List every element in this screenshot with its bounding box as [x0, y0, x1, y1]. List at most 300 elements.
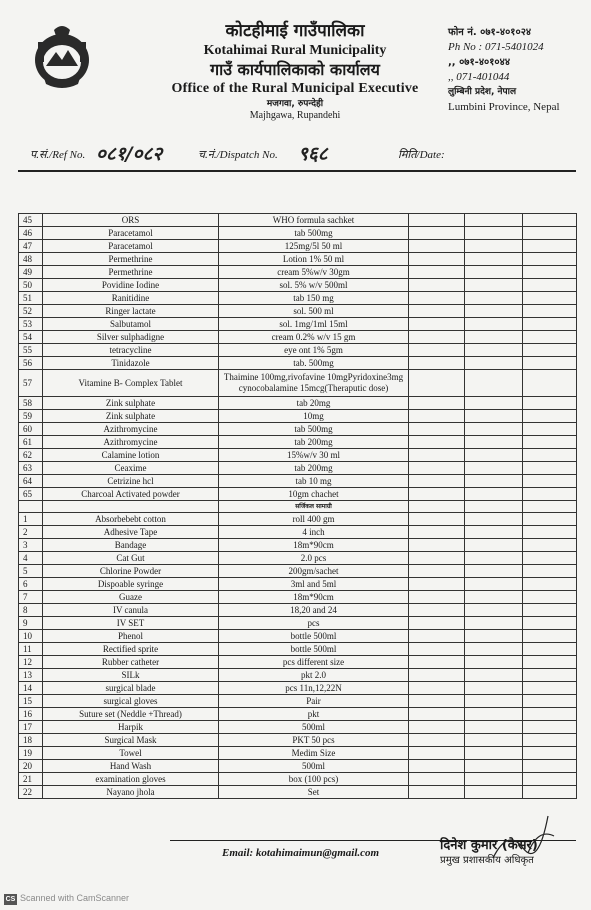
serial-cell: 61 [19, 436, 43, 449]
serial-cell: 49 [19, 266, 43, 279]
table-row [19, 786, 577, 799]
table-row [19, 695, 577, 708]
item-spec-cell: 125mg/5l 50 ml [219, 240, 409, 253]
table-row [19, 266, 577, 279]
serial-cell: 62 [19, 449, 43, 462]
phone-nepali-1: फोन नं. ०७१-४०१०२४ [448, 27, 532, 38]
item-spec-cell: box (100 pcs) [219, 773, 409, 786]
table-row [19, 449, 577, 462]
item-spec-cell: roll 400 gm [219, 513, 409, 526]
table-row [19, 526, 577, 539]
dispatch-number: ९६८ [298, 143, 328, 165]
serial-cell: 20 [19, 760, 43, 773]
empty-cell [409, 695, 465, 708]
table-row [19, 318, 577, 331]
item-spec-cell: Lotion 1% 50 ml [219, 253, 409, 266]
empty-cell [523, 539, 577, 552]
section-header-row [19, 501, 577, 513]
empty-cell [465, 539, 523, 552]
empty-cell [465, 656, 523, 669]
item-spec-cell: 3ml and 5ml [219, 578, 409, 591]
empty-cell [409, 266, 465, 279]
empty-cell [523, 240, 577, 253]
table-row [19, 357, 577, 370]
office-name-nepali: गाउँ कार्यपालिकाको कार्यालय [210, 60, 380, 79]
empty-cell [523, 708, 577, 721]
item-name-cell: Salbutamol [43, 318, 219, 331]
empty-cell [409, 305, 465, 318]
table-row [19, 604, 577, 617]
contact-block [448, 25, 566, 115]
empty-cell [465, 449, 523, 462]
empty-cell [409, 656, 465, 669]
signature-scribble-icon [488, 808, 558, 868]
empty-cell [465, 331, 523, 344]
item-name-cell: SILk [43, 669, 219, 682]
table-row [19, 344, 577, 357]
empty-cell [523, 423, 577, 436]
empty-cell [523, 501, 577, 513]
empty-cell [465, 734, 523, 747]
item-spec-cell: 2.0 pcs [219, 552, 409, 565]
phone-english-2: ,, 071-401044 [448, 71, 510, 83]
empty-cell [409, 513, 465, 526]
item-name-cell: Paracetamol [43, 227, 219, 240]
empty-cell [465, 357, 523, 370]
empty-cell [523, 462, 577, 475]
empty-cell [465, 513, 523, 526]
item-spec-cell: tab. 500mg [219, 357, 409, 370]
ref-label: प.सं./Ref No. [30, 149, 86, 161]
empty-cell [465, 266, 523, 279]
serial-cell: 16 [19, 708, 43, 721]
empty-cell [465, 591, 523, 604]
serial-cell: 48 [19, 253, 43, 266]
province-english: Lumbini Province, Nepal [448, 101, 560, 113]
location-nepali: मजगवा, रुपन्देही [266, 99, 324, 109]
empty-cell [409, 357, 465, 370]
table-row [19, 747, 577, 760]
item-spec-cell: sol. 5% w/v 500ml [219, 279, 409, 292]
empty-cell [409, 462, 465, 475]
empty-cell [465, 279, 523, 292]
empty-cell [523, 526, 577, 539]
item-spec-cell: pcs 11n,12,22N [219, 682, 409, 695]
empty-cell [409, 643, 465, 656]
table-row [19, 462, 577, 475]
empty-cell [523, 305, 577, 318]
empty-cell [409, 279, 465, 292]
empty-cell [465, 760, 523, 773]
table-row [19, 292, 577, 305]
empty-cell [523, 475, 577, 488]
serial-cell: 47 [19, 240, 43, 253]
empty-cell [523, 617, 577, 630]
serial-cell: 51 [19, 292, 43, 305]
empty-cell [465, 214, 523, 227]
table-row [19, 630, 577, 643]
empty-cell [409, 240, 465, 253]
item-name-cell: Povidine Iodine [43, 279, 219, 292]
serial-cell: 10 [19, 630, 43, 643]
empty-cell [465, 227, 523, 240]
empty-cell [409, 539, 465, 552]
serial-cell: 5 [19, 565, 43, 578]
serial-cell: 15 [19, 695, 43, 708]
item-spec-cell: 4 inch [219, 526, 409, 539]
empty-cell [409, 344, 465, 357]
empty-cell [465, 305, 523, 318]
empty-cell [409, 449, 465, 462]
empty-cell [409, 565, 465, 578]
empty-cell [523, 643, 577, 656]
table-row [19, 578, 577, 591]
serial-cell: 9 [19, 617, 43, 630]
item-name-cell: Zink sulphate [43, 397, 219, 410]
item-spec-cell: tab 500mg [219, 423, 409, 436]
phone-nepali-2: ,, ०७१-४०१०४४ [448, 57, 511, 68]
item-spec-cell: tab 200mg [219, 462, 409, 475]
serial-cell: 19 [19, 747, 43, 760]
scanner-watermark [4, 893, 129, 905]
empty-cell [523, 436, 577, 449]
empty-cell [465, 240, 523, 253]
item-name-cell: Ceaxime [43, 462, 219, 475]
empty-cell [465, 721, 523, 734]
serial-cell: 2 [19, 526, 43, 539]
table-row [19, 617, 577, 630]
empty-cell [409, 786, 465, 799]
item-spec-cell: 10mg [219, 410, 409, 423]
empty-cell [523, 552, 577, 565]
item-name-cell: Azithromycine [43, 423, 219, 436]
item-spec-cell: cream 5%w/v 30gm [219, 266, 409, 279]
letterhead-title-block [150, 20, 440, 122]
nepal-emblem-icon [30, 22, 94, 92]
item-name-cell: Ringer lactate [43, 305, 219, 318]
section-label: सर्जिकल सामाग्री [219, 501, 409, 513]
empty-cell [409, 669, 465, 682]
empty-cell [409, 747, 465, 760]
table-row [19, 488, 577, 501]
item-name-cell: Absorbebebt cotton [43, 513, 219, 526]
table-row [19, 305, 577, 318]
table-row [19, 669, 577, 682]
item-name-cell: IV canula [43, 604, 219, 617]
items-table [18, 213, 577, 799]
empty-cell [465, 292, 523, 305]
empty-cell [465, 747, 523, 760]
item-spec-cell: Set [219, 786, 409, 799]
serial-cell: 3 [19, 539, 43, 552]
serial-cell: 55 [19, 344, 43, 357]
table-row [19, 552, 577, 565]
empty-cell [465, 318, 523, 331]
empty-cell [523, 721, 577, 734]
footer-email: Email: kotahimaimun@gmail.com [222, 847, 380, 859]
empty-cell [409, 370, 465, 397]
item-name-cell: Paracetamol [43, 240, 219, 253]
empty-cell [409, 617, 465, 630]
item-spec-cell: sol. 1mg/1ml 15ml [219, 318, 409, 331]
empty-cell [523, 734, 577, 747]
serial-cell: 58 [19, 397, 43, 410]
table-row [19, 565, 577, 578]
item-spec-cell: tab 10 mg [219, 475, 409, 488]
item-spec-cell: WHO formula sachket [219, 214, 409, 227]
item-name-cell: Cat Gut [43, 552, 219, 565]
item-name-cell: surgical blade [43, 682, 219, 695]
item-spec-cell: tab 200mg [219, 436, 409, 449]
phone-english-1: Ph No : 071-5401024 [448, 41, 544, 53]
empty-cell [409, 630, 465, 643]
empty-cell [409, 292, 465, 305]
item-spec-cell: 18,20 and 24 [219, 604, 409, 617]
empty-cell [523, 227, 577, 240]
empty-cell [523, 318, 577, 331]
item-name-cell: Ranitidine [43, 292, 219, 305]
item-name-cell: Surgical Mask [43, 734, 219, 747]
empty-cell [409, 773, 465, 786]
table-row [19, 591, 577, 604]
item-name-cell: Azithromycine [43, 436, 219, 449]
empty-cell [465, 475, 523, 488]
empty-cell [409, 604, 465, 617]
item-name-cell: Charcoal Activated powder [43, 488, 219, 501]
empty-cell [523, 578, 577, 591]
empty-cell [409, 436, 465, 449]
empty-cell [409, 760, 465, 773]
item-name-cell: Silver sulphadigne [43, 331, 219, 344]
item-name-cell: Hand Wash [43, 760, 219, 773]
item-name-cell: Permethrine [43, 253, 219, 266]
empty-cell [465, 462, 523, 475]
empty-cell [523, 266, 577, 279]
empty-cell [43, 501, 219, 513]
item-spec-cell: sol. 500 ml [219, 305, 409, 318]
empty-cell [523, 513, 577, 526]
item-name-cell: surgical gloves [43, 695, 219, 708]
serial-cell: 18 [19, 734, 43, 747]
empty-cell [523, 253, 577, 266]
serial-cell: 46 [19, 227, 43, 240]
empty-cell [465, 552, 523, 565]
empty-cell [465, 410, 523, 423]
table-row [19, 721, 577, 734]
empty-cell [409, 488, 465, 501]
item-name-cell: Cetrizine hcl [43, 475, 219, 488]
serial-cell: 59 [19, 410, 43, 423]
item-spec-cell: tab 150 mg [219, 292, 409, 305]
table-row [19, 370, 577, 397]
empty-cell [409, 214, 465, 227]
empty-cell [465, 565, 523, 578]
empty-cell [409, 331, 465, 344]
empty-cell [465, 630, 523, 643]
empty-cell [523, 565, 577, 578]
reference-row [30, 143, 570, 165]
empty-cell [19, 501, 43, 513]
item-spec-cell: pcs different size [219, 656, 409, 669]
empty-cell [523, 591, 577, 604]
item-name-cell: tetracycline [43, 344, 219, 357]
empty-cell [465, 682, 523, 695]
item-spec-cell: Thaimine 100mg,rivofavine 10mgPyridoxine3mg cynocobalamine 15mcg(Theraputic dose) [219, 370, 409, 397]
empty-cell [465, 669, 523, 682]
item-name-cell: Vitamine B- Complex Tablet [43, 370, 219, 397]
empty-cell [523, 449, 577, 462]
empty-cell [465, 253, 523, 266]
empty-cell [523, 760, 577, 773]
item-spec-cell: pkt 2.0 [219, 669, 409, 682]
municipality-name-nepali: कोटहीमाई गाउँपालिका [225, 21, 365, 41]
empty-cell [523, 695, 577, 708]
signatory-title: प्रमुख प्रशासकीय अधिकृत [440, 855, 534, 866]
empty-cell [465, 501, 523, 513]
serial-cell: 13 [19, 669, 43, 682]
item-name-cell: Phenol [43, 630, 219, 643]
empty-cell [523, 656, 577, 669]
item-spec-cell: 18m*90cm [219, 591, 409, 604]
empty-cell [465, 708, 523, 721]
empty-cell [465, 423, 523, 436]
camscanner-badge: CS [5, 896, 16, 903]
empty-cell [409, 578, 465, 591]
table-row [19, 734, 577, 747]
empty-cell [523, 604, 577, 617]
item-name-cell: Bandage [43, 539, 219, 552]
province-nepali: लुम्बिनी प्रदेश, नेपाल [448, 87, 517, 97]
empty-cell [409, 526, 465, 539]
item-spec-cell: pkt [219, 708, 409, 721]
item-name-cell: Rubber catheter [43, 656, 219, 669]
item-name-cell: Harpik [43, 721, 219, 734]
empty-cell [523, 669, 577, 682]
serial-cell: 57 [19, 370, 43, 397]
item-name-cell: Chlorine Powder [43, 565, 219, 578]
empty-cell [465, 773, 523, 786]
item-name-cell: Adhesive Tape [43, 526, 219, 539]
item-name-cell: examination gloves [43, 773, 219, 786]
item-spec-cell: pcs [219, 617, 409, 630]
item-name-cell: Permethrine [43, 266, 219, 279]
item-name-cell: Guaze [43, 591, 219, 604]
empty-cell [523, 279, 577, 292]
empty-cell [409, 501, 465, 513]
empty-cell [409, 708, 465, 721]
item-spec-cell: cream 0.2% w/v 15 gm [219, 331, 409, 344]
signatory-name: दिनेश कुमार (केसर) [440, 838, 538, 853]
empty-cell [465, 344, 523, 357]
serial-cell: 65 [19, 488, 43, 501]
serial-cell: 60 [19, 423, 43, 436]
table-row [19, 513, 577, 526]
dispatch-label: च.नं./Dispatch No. [198, 149, 278, 161]
empty-cell [409, 318, 465, 331]
empty-cell [465, 786, 523, 799]
empty-cell [409, 591, 465, 604]
item-spec-cell: 200gm/sachet [219, 565, 409, 578]
table-row [19, 760, 577, 773]
item-spec-cell: 500ml [219, 721, 409, 734]
serial-cell: 17 [19, 721, 43, 734]
empty-cell [409, 682, 465, 695]
location-english: Majhgawa, Rupandehi [249, 110, 341, 121]
item-spec-cell: 18m*90cm [219, 539, 409, 552]
empty-cell [409, 397, 465, 410]
item-name-cell: ORS [43, 214, 219, 227]
empty-cell [465, 578, 523, 591]
empty-cell [465, 370, 523, 397]
empty-cell [523, 682, 577, 695]
empty-cell [523, 370, 577, 397]
header-divider [18, 170, 576, 172]
item-spec-cell: PKT 50 pcs [219, 734, 409, 747]
empty-cell [523, 292, 577, 305]
serial-cell: 11 [19, 643, 43, 656]
item-name-cell: Suture set (Neddle +Thread) [43, 708, 219, 721]
item-spec-cell: tab 20mg [219, 397, 409, 410]
empty-cell [523, 397, 577, 410]
empty-cell [465, 643, 523, 656]
serial-cell: 1 [19, 513, 43, 526]
item-spec-cell: Medim Size [219, 747, 409, 760]
empty-cell [523, 786, 577, 799]
empty-cell [465, 436, 523, 449]
table-row [19, 773, 577, 786]
serial-cell: 22 [19, 786, 43, 799]
empty-cell [523, 488, 577, 501]
empty-cell [409, 253, 465, 266]
table-row [19, 423, 577, 436]
empty-cell [409, 475, 465, 488]
empty-cell [523, 357, 577, 370]
ref-number: ०८१/०८२ [96, 143, 163, 165]
item-name-cell: IV SET [43, 617, 219, 630]
table-row [19, 708, 577, 721]
table-row [19, 643, 577, 656]
serial-cell: 12 [19, 656, 43, 669]
table-row [19, 240, 577, 253]
item-spec-cell: 500ml [219, 760, 409, 773]
table-row [19, 331, 577, 344]
empty-cell [523, 410, 577, 423]
item-name-cell: Towel [43, 747, 219, 760]
empty-cell [523, 214, 577, 227]
serial-cell: 54 [19, 331, 43, 344]
table-row [19, 410, 577, 423]
empty-cell [523, 331, 577, 344]
empty-cell [465, 397, 523, 410]
empty-cell [409, 410, 465, 423]
item-name-cell: Calamine lotion [43, 449, 219, 462]
serial-cell: 21 [19, 773, 43, 786]
serial-cell: 8 [19, 604, 43, 617]
serial-cell: 63 [19, 462, 43, 475]
serial-cell: 50 [19, 279, 43, 292]
municipality-name-english: Kotahimai Rural Municipality [203, 43, 387, 58]
empty-cell [465, 604, 523, 617]
table-row [19, 227, 577, 240]
office-name-english: Office of the Rural Municipal Executive [171, 81, 419, 96]
item-name-cell: Dispoable syringe [43, 578, 219, 591]
serial-cell: 56 [19, 357, 43, 370]
empty-cell [523, 773, 577, 786]
empty-cell [465, 526, 523, 539]
item-spec-cell: bottle 500ml [219, 643, 409, 656]
table-row [19, 279, 577, 292]
item-spec-cell: 10gm chachet [219, 488, 409, 501]
